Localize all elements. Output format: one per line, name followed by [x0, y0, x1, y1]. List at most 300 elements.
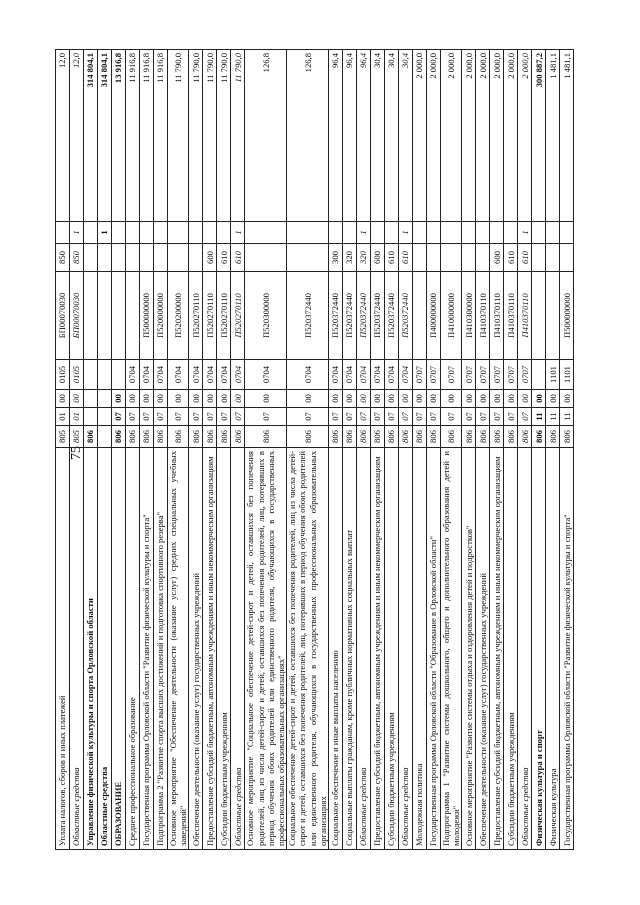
row-code-subsection: 00 — [399, 390, 413, 408]
row-code-subsection: 00 — [154, 390, 168, 408]
row-code-section: 07 — [245, 408, 287, 426]
table-row — [112, 50, 126, 850]
row-name: Предоставление субсидий бюджетным, автономным учреждениям и иным некоммерческим организациям — [490, 448, 504, 850]
row-code-ministry: 806 — [203, 426, 217, 448]
row-code-section: 11 — [532, 408, 546, 426]
row-code-section: 07 — [231, 408, 245, 426]
row-code-target: П520372440 — [357, 272, 371, 360]
table-row — [441, 50, 462, 850]
row-name: Основное мероприятие "Социальное обеспечение детей-сирот и детей, оставшихся без попечения родителей, лиц из числа детей-сирот и детей, оставшихся без попечения родителей, лиц, потерявших в период обучения обоих родителей или единственного родителя, обучающихся в государственных профессиональных образовательных организациях" — [245, 448, 287, 850]
row-code-section: 07 — [287, 408, 329, 426]
row-code-section-full: 0704 — [154, 360, 168, 390]
row-funding-mark — [168, 222, 189, 244]
row-code-section — [98, 408, 112, 426]
row-funding-mark — [56, 222, 70, 244]
row-code-expense-type: 850 — [70, 244, 84, 272]
table-row — [560, 50, 574, 850]
row-code-section: 07 — [399, 408, 413, 426]
row-code-section-full: 0704 — [329, 360, 343, 390]
row-code-expense-type: 610 — [217, 244, 231, 272]
row-funding-mark — [126, 222, 140, 244]
row-funding-mark — [84, 222, 98, 244]
row-code-subsection: 00 — [427, 390, 441, 408]
table-row — [329, 50, 343, 850]
row-code-section: 07 — [357, 408, 371, 426]
row-code-section: 07 — [343, 408, 357, 426]
row-amount: 11 916,8 — [140, 50, 154, 222]
row-amount: 96,4 — [357, 50, 371, 222]
table-row — [518, 50, 532, 850]
row-funding-mark — [343, 222, 357, 244]
row-funding-mark — [441, 222, 462, 244]
row-code-section-full: 1101 — [560, 360, 574, 390]
row-code-ministry: 806 — [84, 426, 98, 448]
row-code-ministry: 806 — [357, 426, 371, 448]
row-code-section-full: 0707 — [504, 360, 518, 390]
row-code-subsection: 00 — [462, 390, 476, 408]
row-code-subsection: 00 — [140, 390, 154, 408]
row-code-section: 11 — [560, 408, 574, 426]
row-funding-mark — [245, 222, 287, 244]
row-code-target: П520372440 — [371, 272, 385, 360]
table-row — [476, 50, 490, 850]
row-funding-mark — [413, 222, 427, 244]
row-code-ministry: 806 — [546, 426, 560, 448]
row-code-subsection: 00 — [231, 390, 245, 408]
table-row — [532, 50, 546, 850]
row-code-ministry: 806 — [231, 426, 245, 448]
row-code-section-full: 0704 — [287, 360, 329, 390]
row-code-target: П520000000 — [154, 272, 168, 360]
row-code-expense-type: 600 — [203, 244, 217, 272]
row-code-expense-type: 320 — [357, 244, 371, 272]
row-funding-mark — [217, 222, 231, 244]
row-code-expense-type — [427, 244, 441, 272]
row-amount: 2 000,0 — [427, 50, 441, 222]
row-code-target — [98, 272, 112, 360]
row-code-expense-type — [189, 244, 203, 272]
row-code-expense-type — [112, 244, 126, 272]
row-code-expense-type: 300 — [329, 244, 343, 272]
row-funding-mark: 1 — [518, 222, 532, 244]
row-name: Субсидии бюджетным учреждениям — [385, 448, 399, 850]
row-code-expense-type — [154, 244, 168, 272]
row-code-subsection: 00 — [413, 390, 427, 408]
row-amount: 11 790,0 — [231, 50, 245, 222]
row-code-subsection: 00 — [56, 390, 70, 408]
row-code-target: БП00070030 — [70, 272, 84, 360]
row-amount: 1 481,1 — [546, 50, 560, 222]
row-amount: 126,8 — [287, 50, 329, 222]
row-code-section: 11 — [546, 408, 560, 426]
row-amount: 11 790,0 — [217, 50, 231, 222]
row-code-target — [84, 272, 98, 360]
row-code-target: БП00070030 — [56, 272, 70, 360]
row-amount: 11 790,0 — [203, 50, 217, 222]
row-code-target: П410000000 — [441, 272, 462, 360]
row-code-section-full: 0704 — [189, 360, 203, 390]
row-name: Областные средства — [231, 448, 245, 850]
table-row — [70, 50, 84, 850]
row-code-section-full: 0707 — [427, 360, 441, 390]
table-row — [126, 50, 140, 850]
row-code-target: П410300000 — [462, 272, 476, 360]
row-code-subsection: 00 — [441, 390, 462, 408]
table-row — [84, 50, 98, 850]
row-funding-mark: 1 — [399, 222, 413, 244]
row-code-section-full: 1101 — [546, 360, 560, 390]
row-code-ministry: 806 — [504, 426, 518, 448]
row-code-target: П500000000 — [140, 272, 154, 360]
row-code-target: П520372440 — [343, 272, 357, 360]
row-amount: 2 000,0 — [490, 50, 504, 222]
table-row — [371, 50, 385, 850]
row-funding-mark: 1 — [231, 222, 245, 244]
row-code-ministry: 806 — [189, 426, 203, 448]
table-row — [140, 50, 154, 850]
row-code-section: 07 — [189, 408, 203, 426]
row-amount: 314 804,1 — [98, 50, 112, 222]
row-code-section: 07 — [168, 408, 189, 426]
row-code-ministry: 806 — [126, 426, 140, 448]
row-code-section-full: 0704 — [385, 360, 399, 390]
row-code-section-full: 0707 — [462, 360, 476, 390]
row-code-subsection: 00 — [343, 390, 357, 408]
row-code-section-full: 0704 — [399, 360, 413, 390]
row-code-expense-type — [462, 244, 476, 272]
row-code-expense-type: 610 — [231, 244, 245, 272]
table-row — [357, 50, 371, 850]
row-funding-mark — [385, 222, 399, 244]
row-name: Субсидии бюджетным учреждениям — [504, 448, 518, 850]
row-code-target: П520300000 — [245, 272, 287, 360]
row-code-section-full: 0704 — [126, 360, 140, 390]
row-code-subsection: 00 — [287, 390, 329, 408]
row-amount: 11 916,8 — [126, 50, 140, 222]
row-funding-mark — [532, 222, 546, 244]
row-code-ministry: 806 — [371, 426, 385, 448]
row-code-section-full: 0704 — [343, 360, 357, 390]
row-name: Среднее профессиональное образование — [126, 448, 140, 850]
row-funding-mark — [546, 222, 560, 244]
row-code-expense-type: 600 — [371, 244, 385, 272]
row-code-expense-type — [560, 244, 574, 272]
page-number: 75 — [69, 446, 84, 460]
row-code-subsection: 00 — [476, 390, 490, 408]
row-code-section-full: 0704 — [245, 360, 287, 390]
table-row — [546, 50, 560, 850]
row-code-section-full: 0704 — [231, 360, 245, 390]
row-code-target: П520270110 — [231, 272, 245, 360]
row-code-subsection: 00 — [245, 390, 287, 408]
row-code-expense-type — [476, 244, 490, 272]
row-amount: 11 790,0 — [189, 50, 203, 222]
table-row — [399, 50, 413, 850]
row-code-target — [532, 272, 546, 360]
row-code-target: П520372440 — [399, 272, 413, 360]
row-code-expense-type — [245, 244, 287, 272]
row-code-ministry: 806 — [154, 426, 168, 448]
row-code-ministry: 806 — [168, 426, 189, 448]
row-code-section-full: 0704 — [203, 360, 217, 390]
row-code-section-full: 0704 — [168, 360, 189, 390]
row-code-ministry: 806 — [112, 426, 126, 448]
table-row — [287, 50, 329, 850]
row-code-section: 07 — [140, 408, 154, 426]
row-code-target — [413, 272, 427, 360]
row-name: Областные средства — [357, 448, 371, 850]
row-code-section: 07 — [112, 408, 126, 426]
row-code-subsection: 00 — [560, 390, 574, 408]
row-code-section-full: 0707 — [441, 360, 462, 390]
row-name: Областные средства — [518, 448, 532, 850]
row-code-section-full: 0704 — [371, 360, 385, 390]
table-row — [413, 50, 427, 850]
row-code-section-full: 0707 — [413, 360, 427, 390]
row-name: Обеспечение деятельности (оказание услуг) государственных учреждений — [476, 448, 490, 850]
row-code-section-full: 0704 — [140, 360, 154, 390]
row-amount: 13 916,8 — [112, 50, 126, 222]
row-code-section-full — [532, 360, 546, 390]
row-code-target: П520270110 — [203, 272, 217, 360]
row-name: Подпрограмма 2 "Развитие спорта высших достижений и подготовка спортивного резерва" — [154, 448, 168, 850]
table-row — [504, 50, 518, 850]
row-funding-mark — [189, 222, 203, 244]
row-name: Государственная программа Орловской области "Развитие физической культуры и спорта" — [560, 448, 574, 850]
row-code-section: 07 — [154, 408, 168, 426]
row-code-section — [84, 408, 98, 426]
row-amount: 30,4 — [399, 50, 413, 222]
row-name: Государственная программа Орловской области "Развитие физической культуры и спорта" — [140, 448, 154, 850]
row-code-section: 07 — [518, 408, 532, 426]
row-code-section: 01 — [70, 408, 84, 426]
row-code-target: П400000000 — [427, 272, 441, 360]
row-code-target — [112, 272, 126, 360]
row-name: Предоставление субсидий бюджетным, автономным учреждениям и иным некоммерческим организациям — [371, 448, 385, 850]
row-funding-mark — [140, 222, 154, 244]
row-funding-mark: 1 — [70, 222, 84, 244]
row-code-section-full: 0105 — [56, 360, 70, 390]
table-row — [490, 50, 504, 850]
row-code-section-full: 0105 — [70, 360, 84, 390]
table-row — [98, 50, 112, 850]
row-funding-mark — [154, 222, 168, 244]
row-name: Молодежная политика — [413, 448, 427, 850]
row-code-ministry: 806 — [140, 426, 154, 448]
row-name: Субсидии бюджетным учреждениям — [217, 448, 231, 850]
budget-table — [55, 49, 574, 850]
row-funding-mark — [287, 222, 329, 244]
row-code-section: 07 — [217, 408, 231, 426]
row-code-expense-type — [546, 244, 560, 272]
row-code-ministry: 806 — [427, 426, 441, 448]
row-code-ministry: 806 — [560, 426, 574, 448]
row-funding-mark — [203, 222, 217, 244]
row-funding-mark — [560, 222, 574, 244]
table-row — [343, 50, 357, 850]
row-amount: 2 000,0 — [476, 50, 490, 222]
row-code-ministry: 806 — [490, 426, 504, 448]
row-code-section: 07 — [329, 408, 343, 426]
row-name: Областные средства — [399, 448, 413, 850]
rotated-page-content — [55, 50, 574, 850]
row-code-ministry: 806 — [441, 426, 462, 448]
row-amount: 314 804,1 — [84, 50, 98, 222]
row-code-section: 07 — [126, 408, 140, 426]
row-code-ministry: 806 — [399, 426, 413, 448]
row-name: Областные средства — [98, 448, 112, 850]
row-name: Физическая культура и спорт — [532, 448, 546, 850]
row-code-expense-type — [84, 244, 98, 272]
row-code-target: П520270110 — [189, 272, 203, 360]
row-amount: 300 887,2 — [532, 50, 546, 222]
row-code-expense-type: 610 — [399, 244, 413, 272]
row-code-target: П500000000 — [560, 272, 574, 360]
row-name: Основное мероприятие "Обеспечение деятельности (оказание услуг) средних специальных учебных заведений" — [168, 448, 189, 850]
row-name: Уплата налогов, сборов и иных платежей — [56, 448, 70, 850]
table-row — [462, 50, 476, 850]
row-amount: 2 000,0 — [504, 50, 518, 222]
row-name: Социальные выплаты гражданам, кроме публичных нормативных социальных выплат — [343, 448, 357, 850]
table-row — [385, 50, 399, 850]
row-code-target: П520372440 — [385, 272, 399, 360]
budget-table-body — [56, 50, 574, 850]
row-code-target — [126, 272, 140, 360]
table-row — [231, 50, 245, 850]
row-code-target: П520372440 — [287, 272, 329, 360]
row-amount: 2 000,0 — [441, 50, 462, 222]
row-code-subsection: 00 — [504, 390, 518, 408]
row-code-subsection: 00 — [329, 390, 343, 408]
row-code-expense-type — [98, 244, 112, 272]
row-name: Основное мероприятие "Развитие системы отдыха и оздоровления детей и подростков" — [462, 448, 476, 850]
row-code-section: 07 — [504, 408, 518, 426]
row-amount: 96,4 — [329, 50, 343, 222]
row-code-expense-type: 610 — [385, 244, 399, 272]
row-funding-mark — [476, 222, 490, 244]
row-code-target: П520372440 — [329, 272, 343, 360]
row-name: Обеспечение деятельности (оказание услуг) государственных учреждений — [189, 448, 203, 850]
row-code-ministry — [98, 426, 112, 448]
row-code-target: П410370110 — [518, 272, 532, 360]
row-funding-mark: 1 — [98, 222, 112, 244]
table-row — [154, 50, 168, 850]
row-code-target — [546, 272, 560, 360]
row-code-subsection: 00 — [357, 390, 371, 408]
row-code-ministry: 806 — [532, 426, 546, 448]
row-code-ministry: 806 — [329, 426, 343, 448]
row-code-ministry: 806 — [217, 426, 231, 448]
row-name: Социальное обеспечение детей-сирот и детей, оставшихся без попечения родителей, лиц из числа детей-сирот и детей, оставшихся без попечения родителей, лиц, потерявших в период обучения обоих родителей или единственного родителя, обучающихся в государственных профессиональных образовательных организациях — [287, 448, 329, 850]
row-code-subsection — [84, 390, 98, 408]
row-code-expense-type: 610 — [518, 244, 532, 272]
row-code-section-full: 0704 — [357, 360, 371, 390]
row-funding-mark — [427, 222, 441, 244]
row-code-ministry: 805 — [56, 426, 70, 448]
row-amount: 30,4 — [385, 50, 399, 222]
row-code-subsection: 00 — [126, 390, 140, 408]
row-amount: 11 790,0 — [168, 50, 189, 222]
row-code-ministry: 806 — [476, 426, 490, 448]
row-code-subsection: 00 — [532, 390, 546, 408]
row-code-section: 07 — [413, 408, 427, 426]
table-row — [189, 50, 203, 850]
row-code-subsection: 00 — [168, 390, 189, 408]
row-code-expense-type: 610 — [504, 244, 518, 272]
row-code-target: П410370110 — [490, 272, 504, 360]
row-code-subsection: 00 — [189, 390, 203, 408]
row-code-ministry: 806 — [343, 426, 357, 448]
row-code-subsection: 00 — [112, 390, 126, 408]
row-code-expense-type — [441, 244, 462, 272]
row-code-expense-type — [532, 244, 546, 272]
row-name: ОБРАЗОВАНИЕ — [112, 448, 126, 850]
row-code-expense-type — [126, 244, 140, 272]
row-code-expense-type — [413, 244, 427, 272]
row-code-target: П410370110 — [504, 272, 518, 360]
table-row — [203, 50, 217, 850]
row-amount: 12,0 — [56, 50, 70, 222]
row-code-section-full: 0704 — [217, 360, 231, 390]
row-amount: 2 000,0 — [462, 50, 476, 222]
row-code-subsection: 00 — [518, 390, 532, 408]
row-code-subsection: 00 — [546, 390, 560, 408]
row-code-target: П520200000 — [168, 272, 189, 360]
row-code-section: 07 — [385, 408, 399, 426]
row-code-subsection: 00 — [203, 390, 217, 408]
row-code-ministry: 806 — [413, 426, 427, 448]
row-code-section: 01 — [56, 408, 70, 426]
row-code-section-full: 0707 — [476, 360, 490, 390]
row-code-ministry: 806 — [518, 426, 532, 448]
row-code-ministry: 806 — [245, 426, 287, 448]
table-row — [217, 50, 231, 850]
row-name: Управление физической культуры и спорта Орловской области — [84, 448, 98, 850]
row-amount: 2 000,0 — [413, 50, 427, 222]
row-code-subsection: 00 — [371, 390, 385, 408]
row-code-expense-type: 600 — [490, 244, 504, 272]
row-code-subsection: 00 — [385, 390, 399, 408]
row-code-section: 07 — [476, 408, 490, 426]
row-funding-mark — [329, 222, 343, 244]
row-code-section-full: 0707 — [490, 360, 504, 390]
row-code-expense-type — [287, 244, 329, 272]
table-row — [245, 50, 287, 850]
row-code-subsection: 00 — [70, 390, 84, 408]
row-name: Подпрограмма 1 "Развитие системы дошкольного, общего и дополнительного образования детей и молодежи" — [441, 448, 462, 850]
table-row — [427, 50, 441, 850]
row-funding-mark — [371, 222, 385, 244]
row-code-ministry: 806 — [462, 426, 476, 448]
row-amount: 11 916,8 — [154, 50, 168, 222]
row-code-section: 07 — [490, 408, 504, 426]
row-code-ministry: 805 — [70, 426, 84, 448]
row-code-subsection — [98, 390, 112, 408]
row-amount: 1 481,1 — [560, 50, 574, 222]
row-code-section-full — [98, 360, 112, 390]
row-name: Физическая культура — [546, 448, 560, 850]
row-code-section: 07 — [203, 408, 217, 426]
table-row — [168, 50, 189, 850]
row-name: Предоставление субсидий бюджетным, автономным учреждениям и иным некоммерческим организациям — [203, 448, 217, 850]
row-funding-mark — [504, 222, 518, 244]
row-code-expense-type: 850 — [56, 244, 70, 272]
row-name: Социальное обеспечение и иные выплаты населению — [329, 448, 343, 850]
row-code-section: 07 — [441, 408, 462, 426]
row-code-ministry: 806 — [385, 426, 399, 448]
row-funding-mark — [490, 222, 504, 244]
row-code-ministry: 806 — [287, 426, 329, 448]
